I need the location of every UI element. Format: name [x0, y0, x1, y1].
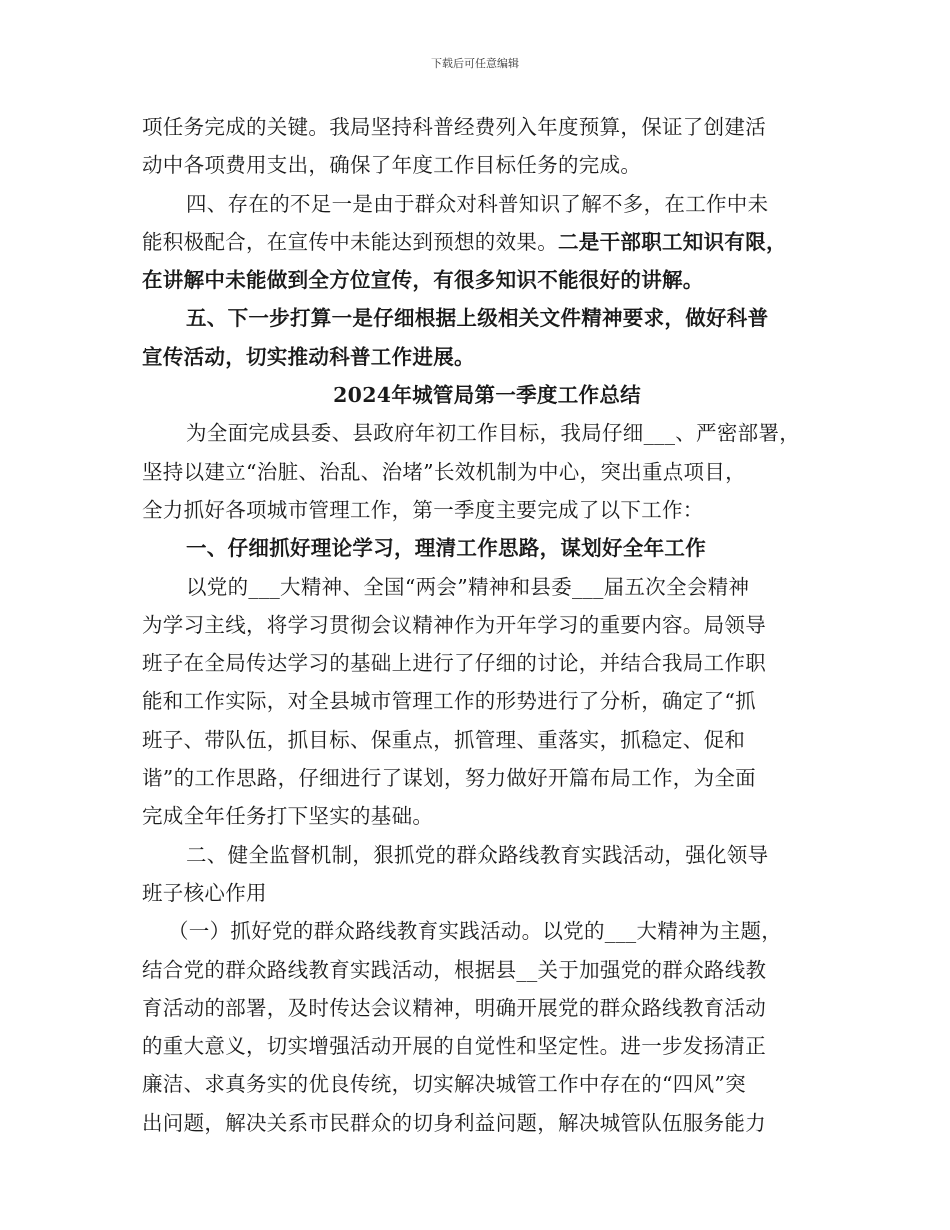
text-line: 完成全年任务打下坚实的基础。: [142, 804, 434, 829]
text-line: 动中各项费用支出，确保了年度工作目标任务的完成。: [142, 153, 642, 178]
text-line: （一）抓好党的群众路线教育实践活动。以党的___大精神为主题，: [168, 919, 783, 944]
header-note: 下载后可任意编辑: [431, 57, 519, 70]
text-line: 为学习主线，将学习贯彻会议精神作为开年学习的重要内容。局领导: [142, 612, 766, 637]
text-line: 谐”的工作思路，仔细进行了谋划，努力做好开篇布局工作，为全面: [142, 766, 756, 791]
text-line: 育活动的部署，及时传达会议精神，明确开展党的群众路线教育活动: [142, 995, 766, 1020]
text-line: 四、存在的不足一是由于群众对科普知识了解不多，在工作中未: [186, 191, 769, 216]
text-segment: 能积极配合，在宣传中未能达到预想的效果。: [142, 229, 558, 254]
text-line: 在讲解中未能做到全方位宣传，有很多知识不能很好的讲解。: [142, 268, 704, 293]
document-title: 2024年城管局第一季度工作总结: [333, 383, 641, 408]
text-line: 廉洁、求真务实的优良传统，切实解决城管工作中存在的“四风”突: [142, 1072, 746, 1097]
text-line: 为全面完成县委、县政府年初工作目标，我局仔细___、严密部署，: [186, 421, 801, 446]
section-heading: 一、仔细抓好理论学习，理清工作思路，谋划好全年工作: [186, 536, 706, 561]
text-line: 出问题，解决关系市民群众的切身利益问题，解决城管队伍服务能力: [142, 1110, 766, 1135]
text-line: 能和工作实际，对全县城市管理工作的形势进行了分析，确定了“抓: [142, 689, 756, 714]
text-line: 五、下一步打算一是仔细根据上级相关文件精神要求，做好科普: [186, 306, 769, 331]
text-line: 二、健全监督机制，狠抓党的群众路线教育实践活动，强化领导: [186, 842, 769, 867]
text-line: 以党的___大精神、全国“两会”精神和县委___届五次全会精神: [186, 574, 750, 599]
text-line: 班子在全局传达学习的基础上进行了仔细的讨论，并结合我局工作职: [142, 651, 766, 676]
text-line: [142, 223, 832, 261]
text-line: 班子、带队伍，抓目标、保重点，抓管理、重落实，抓稳定、促和: [142, 727, 746, 752]
text-line: 项任务完成的关键。我局坚持科普经费列入年度预算，保证了创建活: [142, 115, 766, 139]
document-body: [142, 108, 832, 1142]
text-line: 全力抓好各项城市管理工作，第一季度主要完成了以下工作：: [142, 497, 704, 522]
text-line: 宣传活动，切实推动科普工作进展。: [142, 344, 475, 369]
text-line: 结合党的群众路线教育实践活动，根据县__关于加强党的群众路线教: [142, 957, 767, 982]
text-line: 班子核心作用: [142, 880, 267, 905]
text-line: 坚持以建立“治脏、治乱、治堵”长效机制为中心，突出重点项目，: [142, 459, 746, 484]
text-line: 的重大意义，切实增强活动开展的自觉性和坚定性。进一步发扬清正: [142, 1034, 766, 1059]
text-segment-bold: 二是干部职工知识有限，: [558, 229, 787, 254]
